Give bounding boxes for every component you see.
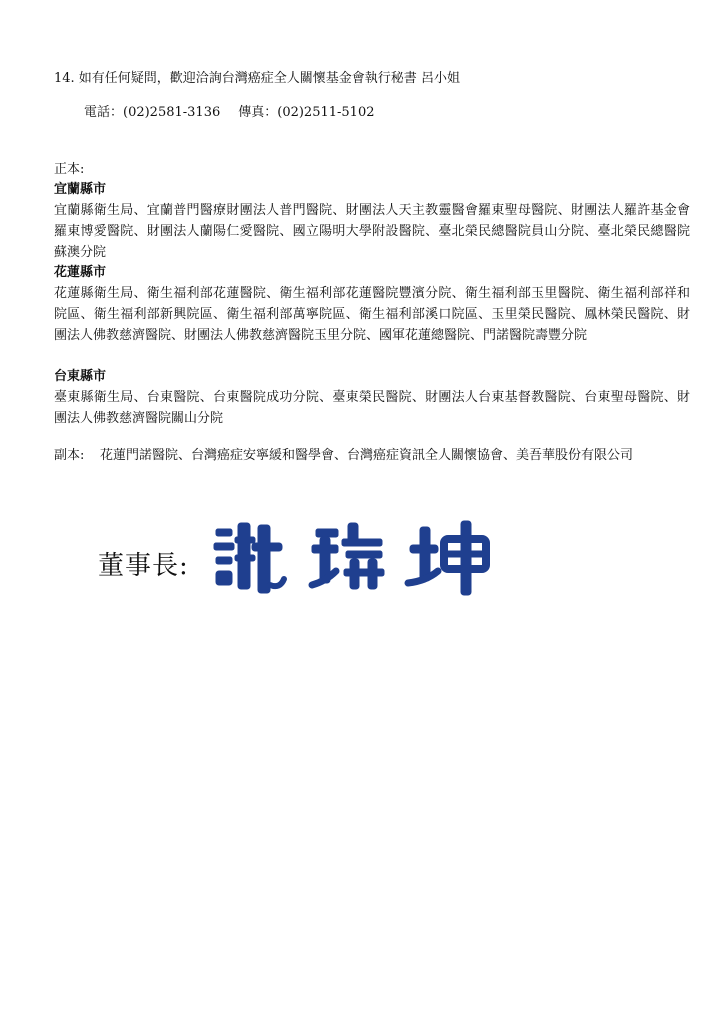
recipient-section-hualien (54, 262, 690, 346)
chairman-signature (208, 515, 498, 597)
fax-number: 傳真：(02)2511-5102 (238, 105, 375, 120)
signature-char (408, 521, 486, 595)
chairman-label: 董事長: (98, 551, 189, 581)
copy-label: 副本: (54, 448, 85, 463)
recipients-label: 正本: (54, 162, 85, 177)
phone-number: 電話：(02)2581-3136 (84, 105, 221, 120)
section-body: 宜蘭縣衛生局、宜蘭普門醫療財團法人普門醫院、財團法人天主教靈醫會羅東聖母醫院、財團法人羅許基金會羅東博愛醫院、財團法人蘭陽仁愛醫院、國立陽明大學附設醫院、臺北榮民總醫院員山分院、臺北榮民總醫院蘇澳分院 (54, 203, 690, 260)
section-title: 花蓮縣市 (54, 265, 107, 280)
inquiry-line: 14. 如有任何疑問，歡迎洽詢台灣癌症全人關懷基金會執行秘書 呂小姐 (54, 71, 460, 86)
contact-line (84, 102, 720, 123)
section-title: 宜蘭縣市 (54, 182, 107, 197)
section-body: 花蓮縣衛生局、衛生福利部花蓮醫院、衛生福利部花蓮醫院豐濱分院、衛生福利部玉里醫院、衛生福利部祥和院區、衛生福利部新興院區、衛生福利部萬寧院區、衛生福利部溪口院區、玉里榮民醫院、鳳林榮民醫院、財團法人佛教慈濟醫院、財團法人佛教慈濟醫院玉里分院、國軍花蓮總醫院、門諾醫院壽豐分院 (54, 286, 690, 343)
signature-char (312, 523, 384, 589)
section-title: 台東縣市 (54, 369, 107, 384)
recipient-section-yilan (54, 179, 690, 263)
section-body: 臺東縣衛生局、台東醫院、台東醫院成功分院、臺東榮民醫院、財團法人台東基督教醫院、台東聖母醫院、財團法人佛教慈濟醫院關山分院 (54, 390, 690, 426)
signature-char (214, 523, 284, 593)
copy-recipients (54, 445, 690, 466)
copy-text: 花蓮門諾醫院、台灣癌症安寧緩和醫學會、台灣癌症資訊全人關懷協會、美吾華股份有限公司 (100, 448, 634, 463)
recipient-section-taitung (54, 366, 690, 429)
